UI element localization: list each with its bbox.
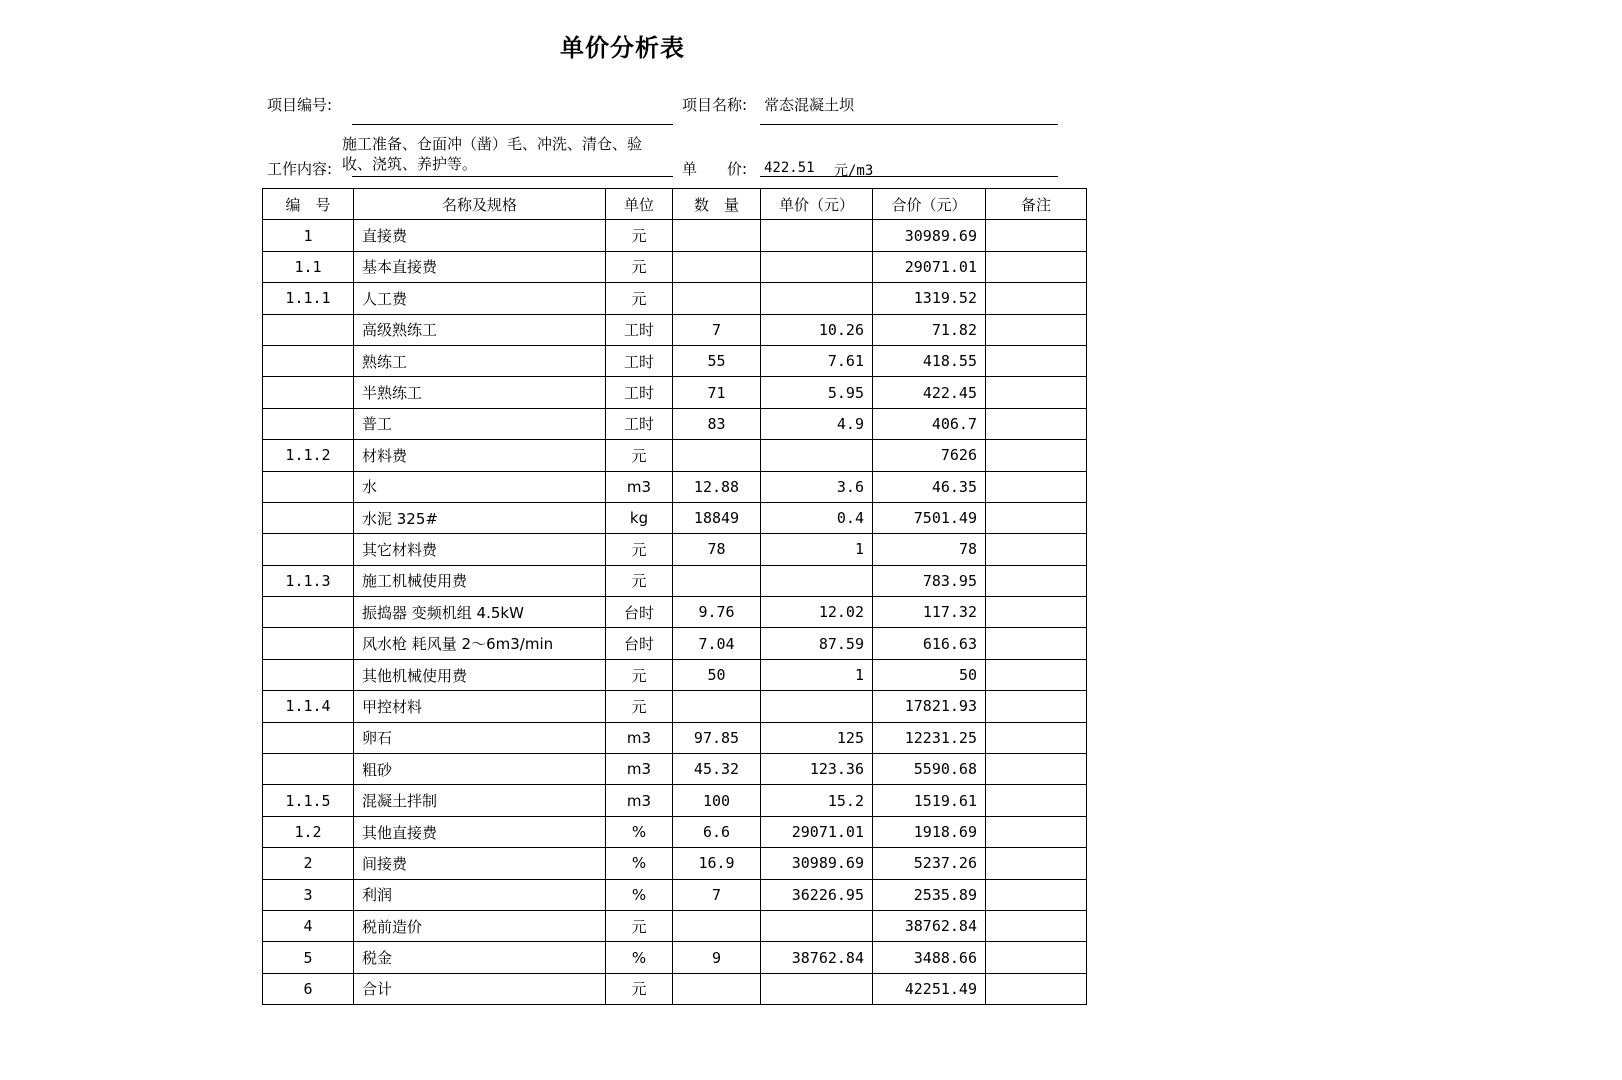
cell-name: 熟练工 [354,345,606,376]
cell-total: 38762.84 [873,910,986,941]
cell-note [986,251,1087,282]
cell-code: 1.1.1 [263,283,354,314]
cell-note [986,565,1087,596]
col-header-unit-price: 单价（元） [761,189,873,220]
cell-unit-price [761,973,873,1004]
cell-name: 水 [354,471,606,502]
cell-quantity: 100 [673,785,761,816]
cell-unit: 元 [606,691,673,722]
col-header-note: 备注 [986,189,1087,220]
col-header-code: 编 号 [263,189,354,220]
cell-quantity: 18849 [673,502,761,533]
cell-unit-price: 125 [761,722,873,753]
cell-unit-price [761,283,873,314]
cell-unit: % [606,848,673,879]
cell-unit: 元 [606,440,673,471]
cell-unit-price [761,440,873,471]
cell-name: 人工费 [354,283,606,314]
cell-total: 5590.68 [873,754,986,785]
cell-note [986,973,1087,1004]
cell-name: 间接费 [354,848,606,879]
cell-name: 风水枪 耗风量 2～6m3/min [354,628,606,659]
cell-total: 78 [873,534,986,565]
table-row [263,722,1087,753]
cell-unit-price: 29071.01 [761,816,873,847]
cell-quantity: 71 [673,377,761,408]
cell-unit-price: 36226.95 [761,879,873,910]
table-row [263,879,1087,910]
cell-total: 5237.26 [873,848,986,879]
cell-total: 1918.69 [873,816,986,847]
cell-name: 直接费 [354,220,606,251]
cell-unit-price [761,691,873,722]
col-header-unit: 单位 [606,189,673,220]
cell-code: 4 [263,910,354,941]
cell-unit-price: 12.02 [761,597,873,628]
project-name-underline [760,124,1058,125]
cell-code [263,534,354,565]
page-title: 单价分析表 [560,34,685,62]
table-row [263,565,1087,596]
project-no-underline [352,124,673,125]
cell-quantity: 7.04 [673,628,761,659]
cell-code: 1.1.4 [263,691,354,722]
cell-code: 1 [263,220,354,251]
cell-code [263,502,354,533]
cell-code [263,314,354,345]
cell-name: 水泥 325# [354,502,606,533]
cell-unit: 元 [606,220,673,251]
cell-unit: % [606,879,673,910]
cell-total: 50 [873,659,986,690]
cell-unit: 工时 [606,345,673,376]
cell-unit-price: 15.2 [761,785,873,816]
cell-code [263,754,354,785]
unit-price-label: 单 价: [682,160,748,178]
cell-total: 1519.61 [873,785,986,816]
cell-note [986,314,1087,345]
cell-unit: 元 [606,659,673,690]
cell-total: 29071.01 [873,251,986,282]
cell-quantity [673,973,761,1004]
cell-total: 46.35 [873,471,986,502]
cell-unit: m3 [606,785,673,816]
table-row [263,910,1087,941]
cell-total: 2535.89 [873,879,986,910]
project-name-label: 项目名称: [682,96,748,114]
cell-unit-price [761,910,873,941]
cell-total: 418.55 [873,345,986,376]
cell-unit: 工时 [606,408,673,439]
table-row [263,283,1087,314]
cell-code [263,471,354,502]
cell-note [986,283,1087,314]
cell-note [986,910,1087,941]
table-body [263,220,1087,1005]
cell-total: 1319.52 [873,283,986,314]
cell-code: 5 [263,942,354,973]
table-row [263,220,1087,251]
cell-total: 783.95 [873,565,986,596]
cell-unit: % [606,942,673,973]
cell-unit: 元 [606,565,673,596]
table-row [263,471,1087,502]
cell-total: 7626 [873,440,986,471]
cell-unit: 元 [606,973,673,1004]
cell-quantity: 50 [673,659,761,690]
cell-unit: m3 [606,722,673,753]
cell-code: 6 [263,973,354,1004]
cell-quantity [673,220,761,251]
cell-total: 12231.25 [873,722,986,753]
cell-note [986,597,1087,628]
cell-name: 普工 [354,408,606,439]
table-row [263,848,1087,879]
cell-code: 1.1 [263,251,354,282]
cell-name: 甲控材料 [354,691,606,722]
table-row [263,345,1087,376]
cell-name: 其他直接费 [354,816,606,847]
cell-quantity [673,283,761,314]
cell-unit-price: 1 [761,534,873,565]
cell-code: 1.2 [263,816,354,847]
cell-unit-price: 30989.69 [761,848,873,879]
cell-note [986,722,1087,753]
cell-name: 高级熟练工 [354,314,606,345]
col-header-quantity: 数 量 [673,189,761,220]
cell-total: 406.7 [873,408,986,439]
table-row [263,691,1087,722]
cell-note [986,848,1087,879]
cell-name: 半熟练工 [354,377,606,408]
cell-code [263,345,354,376]
cell-quantity: 45.32 [673,754,761,785]
cell-code [263,377,354,408]
table-row [263,628,1087,659]
cell-total: 7501.49 [873,502,986,533]
cell-note [986,816,1087,847]
table-row [263,942,1087,973]
col-header-total: 合价（元） [873,189,986,220]
cell-total: 3488.66 [873,942,986,973]
work-content-value: 施工准备、仓面冲（凿）毛、冲洗、清仓、验收、浇筑、养护等。 [342,135,643,173]
table-row [263,534,1087,565]
cell-unit: kg [606,502,673,533]
table-row [263,785,1087,816]
cell-unit: 元 [606,283,673,314]
cell-quantity: 12.88 [673,471,761,502]
cell-unit-price [761,251,873,282]
unit-price-analysis-table [262,188,1087,1005]
cell-total: 71.82 [873,314,986,345]
work-content-label: 工作内容: [267,160,333,178]
cell-quantity: 78 [673,534,761,565]
cell-note [986,502,1087,533]
cell-quantity: 6.6 [673,816,761,847]
unit-price-unit: 元/m3 [834,163,874,179]
cell-unit: 工时 [606,377,673,408]
cell-unit-price [761,220,873,251]
cell-code [263,722,354,753]
cell-note [986,879,1087,910]
cell-name: 合计 [354,973,606,1004]
cell-quantity: 7 [673,879,761,910]
table-row [263,314,1087,345]
cell-note [986,220,1087,251]
cell-unit-price: 5.95 [761,377,873,408]
cell-unit-price: 38762.84 [761,942,873,973]
cell-unit-price: 4.9 [761,408,873,439]
cell-note [986,754,1087,785]
cell-quantity: 9.76 [673,597,761,628]
cell-note [986,408,1087,439]
cell-name: 粗砂 [354,754,606,785]
cell-unit-price: 87.59 [761,628,873,659]
cell-note [986,659,1087,690]
unit-price-value: 422.51 [764,160,815,176]
cell-name: 税金 [354,942,606,973]
table-row [263,754,1087,785]
cell-unit: 台时 [606,597,673,628]
cell-note [986,440,1087,471]
table-row [263,973,1087,1004]
col-header-name: 名称及规格 [354,189,606,220]
cell-unit-price: 3.6 [761,471,873,502]
cell-name: 税前造价 [354,910,606,941]
table-row [263,597,1087,628]
cell-unit: 元 [606,251,673,282]
cell-unit-price: 10.26 [761,314,873,345]
work-content-underline [352,176,673,177]
cell-quantity: 55 [673,345,761,376]
cell-name: 基本直接费 [354,251,606,282]
table-row [263,408,1087,439]
cell-quantity: 97.85 [673,722,761,753]
table-header-row [263,189,1087,220]
project-no-label: 项目编号: [267,96,333,114]
cell-code [263,628,354,659]
cell-unit-price: 1 [761,659,873,690]
table-row [263,502,1087,533]
cell-unit: m3 [606,754,673,785]
cell-name: 材料费 [354,440,606,471]
cell-quantity [673,251,761,282]
cell-note [986,628,1087,659]
cell-unit-price [761,565,873,596]
cell-name: 混凝土拌制 [354,785,606,816]
cell-code [263,597,354,628]
cell-quantity: 16.9 [673,848,761,879]
table-row [263,659,1087,690]
cell-total: 117.32 [873,597,986,628]
cell-unit: 台时 [606,628,673,659]
cell-note [986,471,1087,502]
cell-total: 30989.69 [873,220,986,251]
cell-total: 17821.93 [873,691,986,722]
cell-code: 2 [263,848,354,879]
cell-code: 1.1.5 [263,785,354,816]
table-row [263,251,1087,282]
table-row [263,816,1087,847]
cell-unit-price: 7.61 [761,345,873,376]
table-row [263,440,1087,471]
cell-note [986,534,1087,565]
cell-total: 616.63 [873,628,986,659]
cell-unit: m3 [606,471,673,502]
cell-code: 3 [263,879,354,910]
cell-note [986,785,1087,816]
cell-unit: 元 [606,910,673,941]
cell-name: 其他机械使用费 [354,659,606,690]
cell-code [263,659,354,690]
cell-note [986,691,1087,722]
cell-code: 1.1.2 [263,440,354,471]
cell-quantity: 7 [673,314,761,345]
cell-quantity: 83 [673,408,761,439]
unit-price-underline [760,176,1058,177]
cell-unit: % [606,816,673,847]
cell-name: 其它材料费 [354,534,606,565]
cell-code: 1.1.3 [263,565,354,596]
cell-unit-price: 123.36 [761,754,873,785]
cell-total: 422.45 [873,377,986,408]
cell-unit: 工时 [606,314,673,345]
cell-code [263,408,354,439]
cell-total: 42251.49 [873,973,986,1004]
cell-quantity [673,910,761,941]
cell-unit: 元 [606,534,673,565]
cell-name: 卵石 [354,722,606,753]
cell-name: 施工机械使用费 [354,565,606,596]
cell-quantity: 9 [673,942,761,973]
cell-quantity [673,691,761,722]
cell-name: 利润 [354,879,606,910]
cell-unit-price: 0.4 [761,502,873,533]
cell-note [986,345,1087,376]
cell-quantity [673,565,761,596]
cell-note [986,377,1087,408]
project-name-value: 常态混凝土坝 [764,96,855,114]
table-row [263,377,1087,408]
cell-name: 振捣器 变频机组 4.5kW [354,597,606,628]
cell-note [986,942,1087,973]
cell-quantity [673,440,761,471]
